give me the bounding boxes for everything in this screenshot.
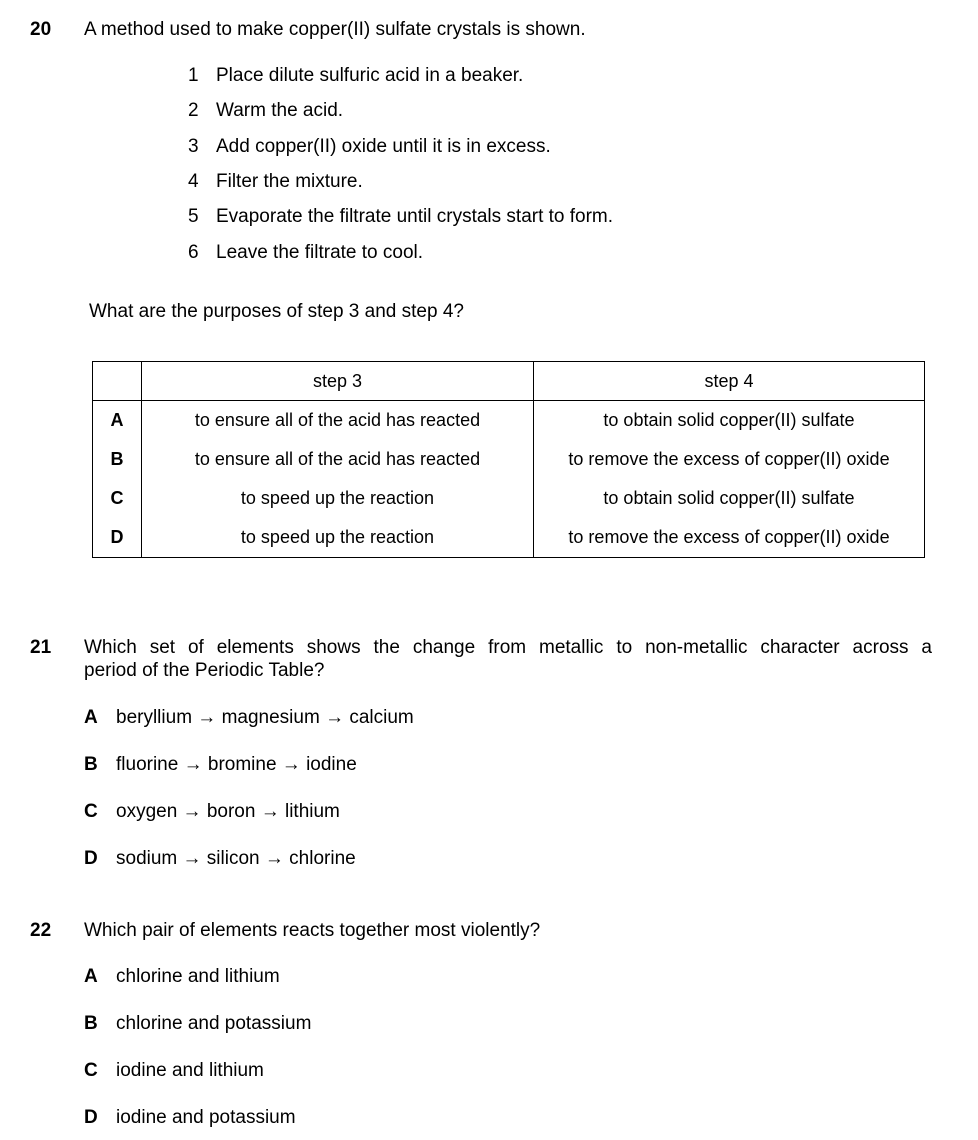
- answer-letter: A: [93, 401, 142, 441]
- answer-row-d[interactable]: [93, 518, 925, 558]
- option-text: iodine and potassium: [116, 1107, 296, 1128]
- method-step: [188, 136, 551, 158]
- option-a[interactable]: [84, 966, 280, 988]
- method-step-text: Add copper(II) oxide until it is in excess.: [216, 136, 551, 157]
- method-step-number: 5: [188, 206, 199, 227]
- header-step-4: step 4: [534, 362, 925, 401]
- answer-row-a[interactable]: [93, 401, 925, 441]
- option-a[interactable]: [84, 707, 414, 729]
- option-letter: A: [84, 966, 98, 987]
- option-letter: C: [84, 801, 98, 822]
- option-letter: A: [84, 707, 98, 728]
- method-step: [188, 242, 423, 264]
- answer-table: [92, 361, 925, 558]
- method-step-text: Place dilute sulfuric acid in a beaker.: [216, 65, 524, 86]
- answer-step4: to obtain solid copper(II) sulfate: [534, 479, 925, 518]
- answer-step3: to speed up the reaction: [142, 518, 534, 558]
- option-letter: D: [84, 848, 98, 869]
- answer-letter: C: [93, 479, 142, 518]
- question-21-stem-line1: Which set of elements shows the change from metallic to non-metallic character across a: [84, 637, 932, 658]
- option-text: chlorine and lithium: [116, 966, 280, 987]
- option-text: fluorine → bromine → iodine: [116, 754, 357, 775]
- option-c[interactable]: [84, 801, 340, 823]
- option-text: iodine and lithium: [116, 1060, 264, 1081]
- option-text: beryllium → magnesium → calcium: [116, 707, 414, 728]
- method-step-number: 6: [188, 242, 199, 263]
- method-step-number: 4: [188, 171, 199, 192]
- answer-table-corner: [93, 362, 142, 401]
- option-letter: D: [84, 1107, 98, 1128]
- method-step: [188, 65, 523, 87]
- method-step-text: Filter the mixture.: [216, 171, 363, 192]
- option-b[interactable]: [84, 754, 357, 776]
- option-text: sodium → silicon → chlorine: [116, 848, 356, 869]
- answer-step3: to ensure all of the acid has reacted: [142, 401, 534, 441]
- question-20-number: 20: [30, 19, 52, 40]
- answer-letter: D: [93, 518, 142, 558]
- option-d[interactable]: [84, 1107, 296, 1129]
- option-c[interactable]: [84, 1060, 264, 1082]
- answer-letter: B: [93, 440, 142, 479]
- answer-step4: to remove the excess of copper(II) oxide: [534, 518, 925, 558]
- question-20-prompt: What are the purposes of step 3 and step 4?: [89, 301, 464, 322]
- method-step-number: 2: [188, 100, 199, 121]
- question-21-stem-line2: period of the Periodic Table?: [84, 660, 325, 681]
- answer-row-c[interactable]: [93, 479, 925, 518]
- method-step-text: Leave the filtrate to cool.: [216, 242, 424, 263]
- answer-step4: to obtain solid copper(II) sulfate: [534, 401, 925, 441]
- method-step: [188, 100, 343, 122]
- option-b[interactable]: [84, 1013, 311, 1035]
- method-step-number: 3: [188, 136, 199, 157]
- answer-table-header: [93, 362, 925, 401]
- question-22-stem: Which pair of elements reacts together most violently?: [84, 920, 541, 941]
- method-step-text: Warm the acid.: [216, 100, 344, 121]
- answer-step3: to ensure all of the acid has reacted: [142, 440, 534, 479]
- option-text: oxygen → boron → lithium: [116, 801, 340, 822]
- answer-step4: to remove the excess of copper(II) oxide: [534, 440, 925, 479]
- method-step: [188, 171, 363, 193]
- option-letter: B: [84, 754, 98, 775]
- option-letter: C: [84, 1060, 98, 1081]
- option-text: chlorine and potassium: [116, 1013, 312, 1034]
- header-step-3: step 3: [142, 362, 534, 401]
- question-22-number: 22: [30, 920, 52, 941]
- method-step-number: 1: [188, 65, 199, 86]
- answer-row-b[interactable]: [93, 440, 925, 479]
- method-step-text: Evaporate the filtrate until crystals start to form.: [216, 206, 614, 227]
- answer-step3: to speed up the reaction: [142, 479, 534, 518]
- question-21-number: 21: [30, 637, 52, 658]
- question-20-stem: A method used to make copper(II) sulfate crystals is shown.: [84, 19, 586, 40]
- option-d[interactable]: [84, 848, 356, 870]
- option-letter: B: [84, 1013, 98, 1034]
- method-step: [188, 206, 613, 228]
